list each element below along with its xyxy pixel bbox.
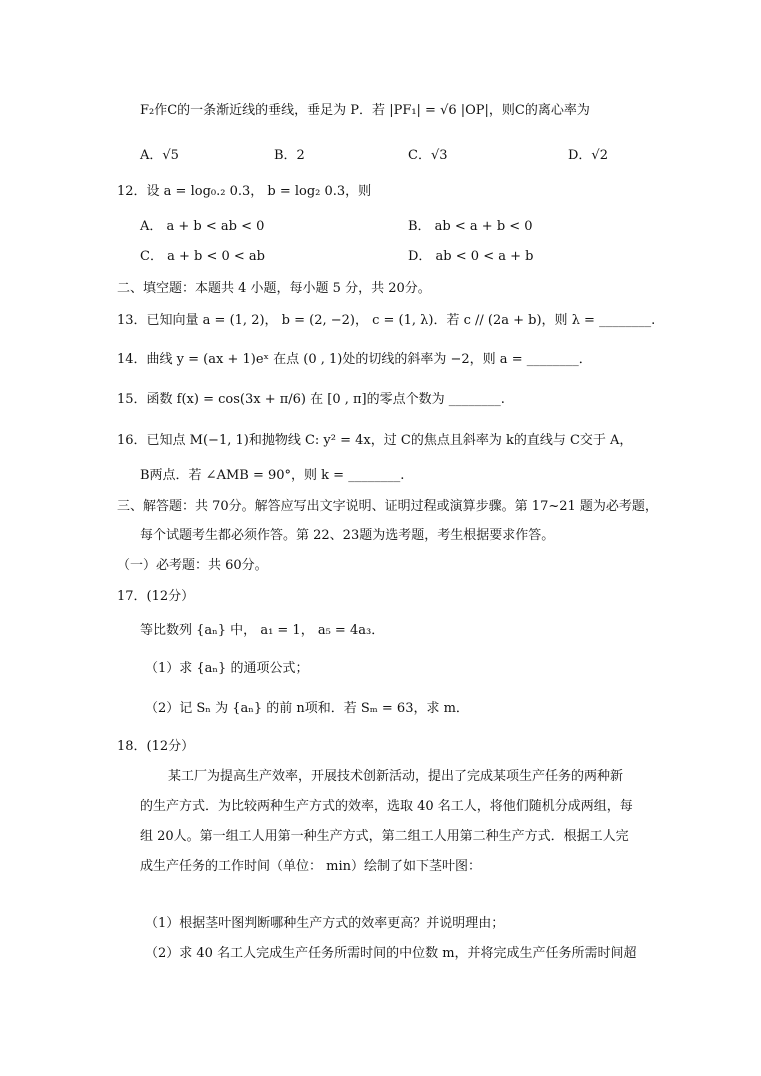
q11-option-c: C．√3 — [408, 148, 448, 163]
q15: 15．函数 f(x) = cos(3x + π/6) 在 [0 , π]的零点个数为 ________. — [117, 392, 505, 407]
required-section-header: （一）必考题：共 60分。 — [117, 558, 268, 573]
q12-option-b: B． ab < a + b < 0 — [408, 219, 533, 234]
q16-line-2: B两点．若 ∠AMB = 90°，则 k = ________. — [140, 468, 405, 483]
q18-paragraph-line-4: 成生产任务的工作时间（单位： min）绘制了如下茎叶图： — [140, 859, 481, 874]
q17-header: 17．(12分） — [117, 589, 195, 604]
q12-option-c: C． a + b < 0 < ab — [140, 249, 265, 264]
section-2-header: 二、填空题：本题共 4 小题，每小题 5 分，共 20分。 — [117, 281, 431, 296]
q11-option-b: B．2 — [274, 148, 305, 163]
q17-part-1: （1）求 {aₙ} 的通项公式； — [145, 661, 309, 676]
q17-part-2: （2）记 Sₙ 为 {aₙ} 的前 n项和．若 Sₘ = 63，求 m． — [145, 701, 469, 716]
q16-line-1: 16．已知点 M(−1, 1)和抛物线 C: y² = 4x，过 C的焦点且斜率为 k的直线与 C交于 A， — [117, 433, 633, 448]
q18-paragraph-line-1: 某工厂为提高生产效率，开展技术创新活动，提出了完成某项生产任务的两种新 — [168, 769, 624, 784]
q12-option-a: A． a + b < ab < 0 — [140, 219, 265, 234]
q18-header: 18．(12分） — [117, 739, 195, 754]
section-3-line-2: 每个试题考生都必须作答。第 22、23题为选考题，考生根据要求作答。 — [140, 528, 555, 543]
q13: 13．已知向量 a = (1, 2)， b = (2, −2)， c = (1, λ)．若 c // (2a + b)，则 λ = ________. — [117, 313, 656, 328]
q12-option-d: D． ab < 0 < a + b — [408, 249, 534, 264]
q12-stem: 12．设 a = log₀.₂ 0.3， b = log₂ 0.3，则 — [117, 184, 372, 199]
q18-paragraph-line-3: 组 20人。第一组工人用第一种生产方式，第二组工人用第二种生产方式．根据工人完 — [140, 829, 629, 844]
q11-stem-tail: F₂作C的一条渐近线的垂线，垂足为 P．若 |PF₁| = √6 |OP|，则C的离心率为 — [140, 103, 590, 118]
q17-given: 等比数列 {aₙ} 中， a₁ = 1， a₅ = 4a₃． — [140, 623, 385, 638]
q18-paragraph-line-2: 的生产方式．为比较两种生产方式的效率，选取 40 名工人，将他们随机分成两组，每 — [140, 799, 633, 814]
q11-option-d: D．√2 — [568, 148, 608, 163]
q11-option-a: A．√5 — [140, 148, 179, 163]
q14: 14．曲线 y = (ax + 1)eˣ 在点 (0 , 1)处的切线的斜率为 −2，则 a = ________． — [117, 352, 592, 367]
section-3-line-1: 三、解答题：共 70分。解答应写出文字说明、证明过程或演算步骤。第 17~21 题为必考题， — [117, 499, 658, 514]
q18-part-1: （1）根据茎叶图判断哪种生产方式的效率更高？并说明理由； — [145, 916, 505, 931]
q18-part-2: （2）求 40 名工人完成生产任务所需时间的中位数 m，并将完成生产任务所需时间超 — [145, 946, 637, 961]
